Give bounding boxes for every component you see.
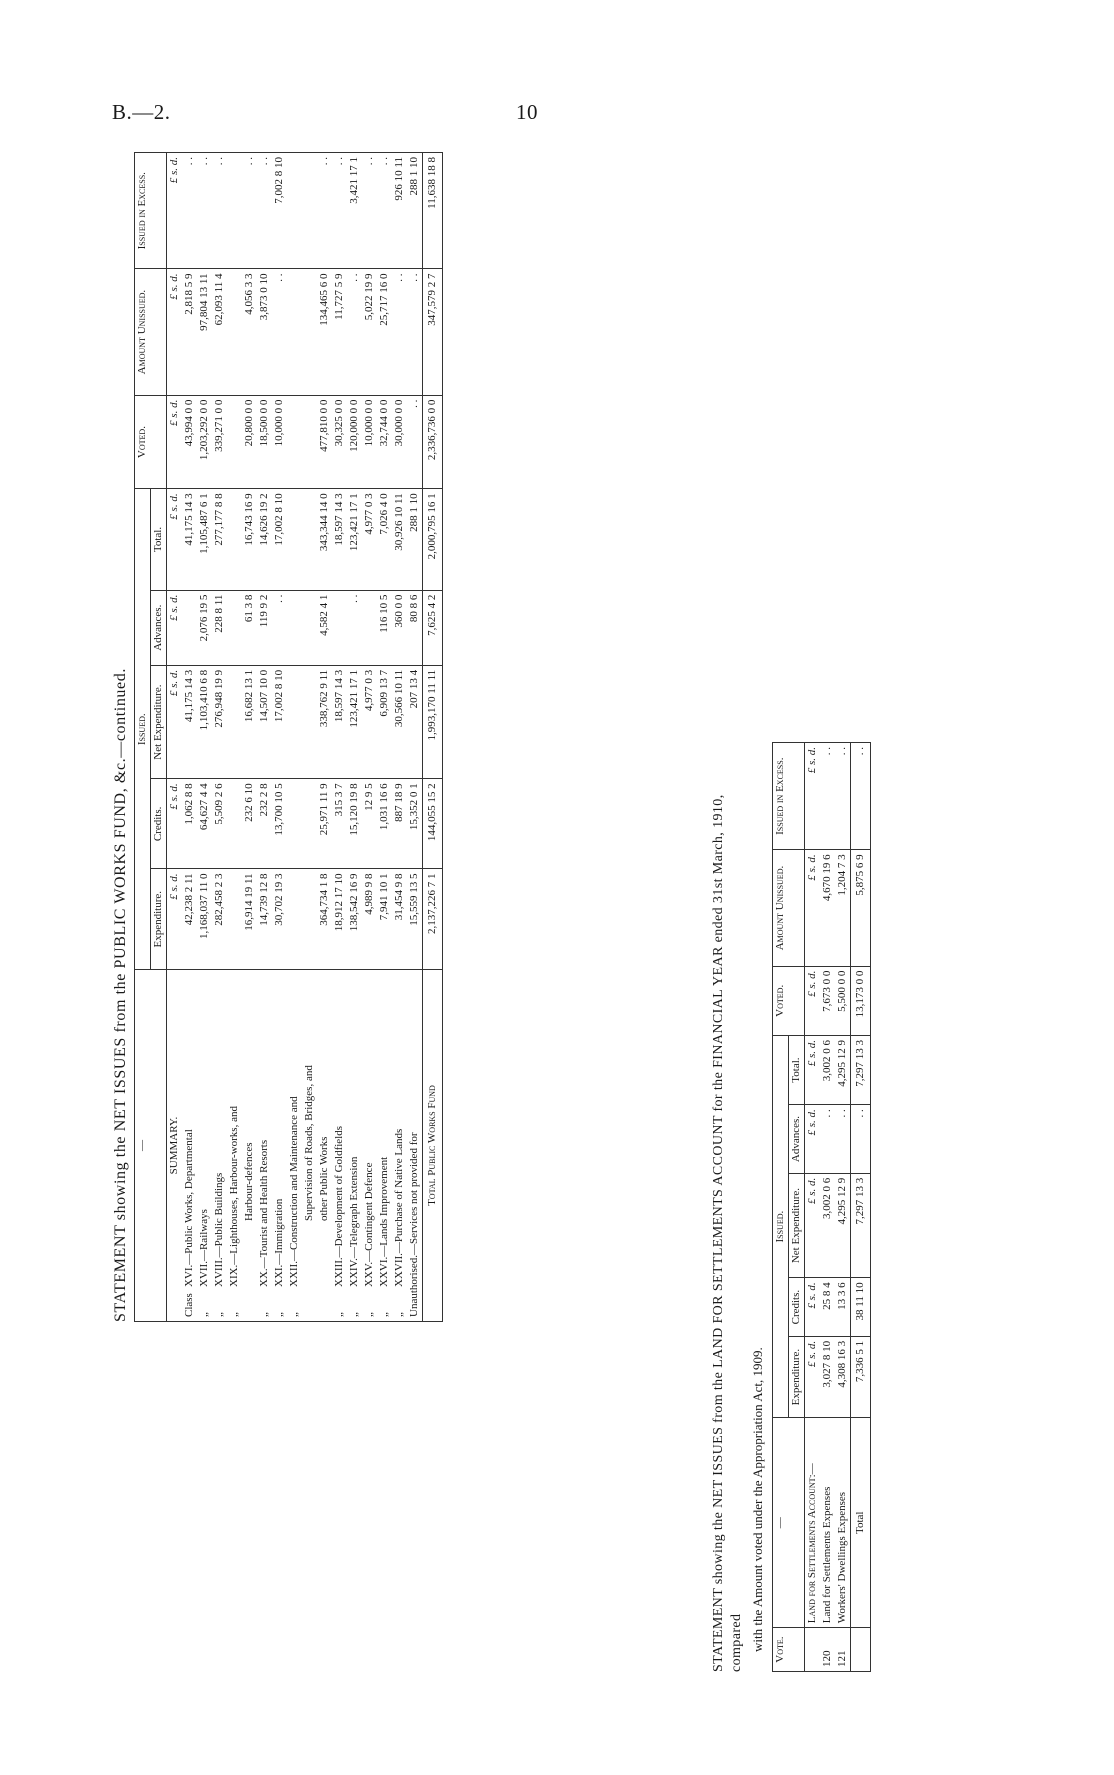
cell-excess: 926 10 11 (392, 153, 407, 269)
row-vote-number: 120 (820, 1628, 835, 1672)
cell-excess: . . (197, 153, 212, 269)
cell-total: 14,626 19 2 (257, 489, 272, 590)
cell-net-expenditure: 3,002 0 6 (820, 1173, 835, 1278)
cell-credits: 25 8 4 (820, 1278, 835, 1337)
t1-section-label: SUMMARY. (167, 970, 183, 1322)
cell-advances: 2,076 19 5 (197, 590, 212, 665)
cell-expenditure: 42,238 2 11 (182, 869, 197, 970)
cell-expenditure: 364,734 1 8 (317, 869, 332, 970)
cell-unissued (287, 269, 302, 395)
cell-advances: 61 3 8 (242, 590, 257, 665)
cell-advances: . . (347, 590, 362, 665)
row-description: Supervision of Roads, Bridges, and (303, 1065, 315, 1221)
t1-total-excess: 11,638 18 8 (423, 153, 443, 269)
cell-total: 1,105,487 6 1 (197, 489, 212, 590)
row-number: XXIII. (333, 1257, 345, 1287)
cell-total: 288 1 10 (407, 489, 423, 590)
table-row (212, 153, 227, 1322)
cell-net-expenditure: 17,002 8 10 (272, 665, 287, 779)
cell-credits: 12 9 5 (362, 779, 377, 869)
cell-voted: 5,500 0 0 (835, 966, 851, 1035)
cell-expenditure: 14,739 12 8 (257, 869, 272, 970)
row-label (212, 970, 227, 1322)
cell-unissued: 134,465 6 0 (317, 269, 332, 395)
cell-unissued: 1,204 7 3 (835, 850, 851, 966)
cell-voted: 18,500 0 0 (257, 395, 272, 489)
row-description: —Immigration (273, 1198, 285, 1265)
table-row (287, 153, 302, 1322)
cell-net-expenditure: 18,597 14 3 (332, 665, 347, 779)
t2-total-excess: . . (851, 743, 871, 850)
t1-head-expenditure: Expenditure. (151, 869, 167, 970)
cell-advances (362, 590, 377, 665)
row-number: XXV. (363, 1261, 375, 1287)
cell-excess: . . (257, 153, 272, 269)
row-description: —Purchase of Native Lands (393, 1128, 405, 1254)
row-vote-number: 121 (835, 1628, 851, 1672)
cell-advances (227, 590, 242, 665)
row-label (197, 970, 212, 1322)
t1-total-credits: 144,055 15 2 (423, 779, 443, 869)
row-class: „ (288, 1312, 300, 1317)
t1-head-net: Net Expenditure. (151, 665, 167, 779)
cell-advances: 119 9 2 (257, 590, 272, 665)
table1-title: STATEMENT showing the NET ISSUES from the PUBLIC WORKS FUND, &c.—continued. (112, 668, 129, 1322)
t2-head-advances: Advances. (789, 1105, 805, 1174)
table-row (835, 743, 851, 1672)
row-number: XIX. (228, 1264, 240, 1287)
t1-total-unissued: 347,579 2 7 (423, 269, 443, 395)
cell-voted (302, 395, 317, 489)
cell-total: 16,743 16 9 (242, 489, 257, 590)
t2-head-unissued: Amount Unissued. (773, 850, 805, 966)
cell-voted (287, 395, 302, 489)
cell-expenditure: 30,702 19 3 (272, 869, 287, 970)
row-label (227, 970, 242, 1322)
cell-expenditure: 282,458 2 3 (212, 869, 227, 970)
t2-total-unissued: 5,875 6 9 (851, 850, 871, 966)
t2-head-expenditure: Expenditure. (789, 1336, 805, 1417)
land-settlements-statement (710, 742, 950, 1672)
cell-expenditure: 15,559 13 5 (407, 869, 423, 970)
row-class: „ (258, 1312, 270, 1317)
cell-voted: 7,673 0 0 (820, 966, 835, 1035)
row-label (407, 970, 423, 1322)
t2-total-expenditure: 7,336 5 1 (851, 1336, 871, 1417)
cell-advances: 360 0 0 (392, 590, 407, 665)
cell-net-expenditure: 6,909 13 7 (377, 665, 392, 779)
row-class: „ (198, 1312, 210, 1317)
table2-subtitle: with the Amount voted under the Appropriation Act, 1909. (750, 1347, 765, 1652)
cell-total: 7,026 4 0 (377, 489, 392, 590)
cell-unissued (302, 269, 317, 395)
cell-credits (287, 779, 302, 869)
row-number: XVIII. (213, 1257, 225, 1287)
cell-excess: . . (362, 153, 377, 269)
cell-credits (302, 779, 317, 869)
row-description: —Contingent Defence (363, 1162, 375, 1262)
cell-expenditure: 4,989 9 8 (362, 869, 377, 970)
t2-total-total: 7,297 13 3 (851, 1035, 871, 1104)
row-label (287, 970, 302, 1322)
cell-excess: 3,421 17 1 (347, 153, 362, 269)
cell-expenditure: 138,542 16 9 (347, 869, 362, 970)
cell-advances: 228 8 11 (212, 590, 227, 665)
unit-label: £ s. d. (167, 395, 183, 489)
cell-excess: . . (332, 153, 347, 269)
cell-credits: 15,120 19 8 (347, 779, 362, 869)
cell-net-expenditure: 16,682 13 1 (242, 665, 257, 779)
cell-unissued: 4,670 19 6 (820, 850, 835, 966)
cell-net-expenditure: 276,948 19 9 (212, 665, 227, 779)
table-row (302, 153, 317, 1322)
cell-advances: . . (820, 1105, 835, 1174)
row-class: „ (393, 1312, 405, 1317)
cell-net-expenditure (302, 665, 317, 779)
row-label (362, 970, 377, 1322)
row-class: „ (378, 1312, 390, 1317)
table-row (197, 153, 212, 1322)
row-class: „ (363, 1312, 375, 1317)
t2-total-credits: 38 11 10 (851, 1278, 871, 1337)
t1-head-credits: Credits. (151, 779, 167, 869)
cell-total: 3,002 0 6 (820, 1035, 835, 1104)
cell-total: 4,977 0 3 (362, 489, 377, 590)
unit-label: £ s. d. (805, 1105, 821, 1174)
cell-total (227, 489, 242, 590)
cell-advances: 4,582 4 1 (317, 590, 332, 665)
row-class: „ (228, 1312, 240, 1317)
row-description: —Development of Goldfields (333, 1125, 345, 1258)
t2-units-blank (805, 1628, 821, 1672)
t2-total-row (851, 743, 871, 1672)
row-label (377, 970, 392, 1322)
t1-head-voted: Voted. (135, 395, 167, 489)
cell-unissued: . . (347, 269, 362, 395)
t2-head-blank: — (773, 1418, 805, 1628)
t2-total-advances: . . (851, 1105, 871, 1174)
row-number: XVII. (198, 1261, 210, 1287)
row-label (392, 970, 407, 1322)
row-number: XVI. (183, 1264, 195, 1287)
cell-expenditure: 1,168,037 11 0 (197, 869, 212, 970)
public-works-table (134, 152, 443, 1322)
t1-head-total: Total. (151, 489, 167, 590)
cell-advances (287, 590, 302, 665)
page-number: 10 (516, 100, 538, 124)
t2-head-net: Net Expenditure. (789, 1173, 805, 1278)
cell-unissued: 5,022 19 9 (362, 269, 377, 395)
t2-total-label: Total (851, 1418, 871, 1628)
table-row (347, 153, 362, 1322)
cell-credits: 13,700 10 5 (272, 779, 287, 869)
t1-head-blank: — (135, 970, 167, 1322)
t2-total-voted: 13,173 0 0 (851, 966, 871, 1035)
cell-excess: 288 1 10 (407, 153, 423, 269)
cell-excess: . . (820, 743, 835, 850)
t1-total-expenditure: 2,137,226 7 1 (423, 869, 443, 970)
row-description: Land for Settlements Expenses (820, 1418, 835, 1628)
cell-advances: . . (272, 590, 287, 665)
row-label (257, 970, 272, 1322)
unit-label: £ s. d. (805, 1035, 821, 1104)
unit-label: £ s. d. (167, 269, 183, 395)
cell-excess (227, 153, 242, 269)
cell-net-expenditure: 207 13 4 (407, 665, 423, 779)
cell-excess: 7,002 8 10 (272, 153, 287, 269)
unit-label: £ s. d. (805, 1173, 821, 1278)
cell-credits: 1,062 8 8 (182, 779, 197, 869)
unit-label: £ s. d. (805, 1278, 821, 1337)
cell-excess (302, 153, 317, 269)
cell-credits: 315 3 7 (332, 779, 347, 869)
t1-head-excess: Issued in Excess. (135, 153, 167, 269)
cell-net-expenditure: 123,421 17 1 (347, 665, 362, 779)
cell-expenditure: 16,914 19 11 (242, 869, 257, 970)
cell-expenditure (287, 869, 302, 970)
table2-title: STATEMENT showing the NET ISSUES from the LAND FOR SETTLEMENTS ACCOUNT for the FINANCIAL YEAR ended 31st March, 1910, compared (711, 794, 744, 1672)
cell-net-expenditure: 338,762 9 11 (317, 665, 332, 779)
row-description: Workers' Dwellings Expenses (835, 1418, 851, 1628)
cell-advances (182, 590, 197, 665)
unit-label: £ s. d. (167, 779, 183, 869)
unit-label: £ s. d. (805, 966, 821, 1035)
row-class: „ (273, 1312, 285, 1317)
cell-credits: 25,971 11 9 (317, 779, 332, 869)
table-row (332, 153, 347, 1322)
row-number: XXIV. (348, 1258, 360, 1287)
cell-total: 343,344 14 0 (317, 489, 332, 590)
table-row (257, 153, 272, 1322)
cell-net-expenditure (227, 665, 242, 779)
cell-total: 41,175 14 3 (182, 489, 197, 590)
cell-total: 30,926 10 11 (392, 489, 407, 590)
unit-label: £ s. d. (805, 850, 821, 966)
t1-total-total: 2,000,795 16 1 (423, 489, 443, 590)
cell-credits (227, 779, 242, 869)
cell-voted: 10,000 0 0 (272, 395, 287, 489)
cell-excess: . . (212, 153, 227, 269)
table-row (227, 153, 242, 1322)
t1-total-row (423, 153, 443, 1322)
unit-label: £ s. d. (167, 153, 183, 269)
cell-voted: 43,994 0 0 (182, 395, 197, 489)
cell-voted: 120,000 0 0 (347, 395, 362, 489)
cell-unissued: 62,093 11 4 (212, 269, 227, 395)
cell-voted: 1,203,292 0 0 (197, 395, 212, 489)
cell-total: 17,002 8 10 (272, 489, 287, 590)
page-code: B.—2. (112, 100, 171, 124)
t2-units-row (805, 743, 821, 1672)
cell-credits: 15,352 0 1 (407, 779, 423, 869)
t1-head-advances: Advances. (151, 590, 167, 665)
cell-advances: . . (835, 1105, 851, 1174)
row-description: —Lighthouses, Harbour-works, and (228, 1106, 240, 1265)
row-description: —Lands Improvement (378, 1156, 390, 1257)
cell-excess: . . (182, 153, 197, 269)
unit-label: £ s. d. (805, 1336, 821, 1417)
row-class: Class (183, 1293, 195, 1317)
cell-voted: 477,810 0 0 (317, 395, 332, 489)
cell-voted: 20,800 0 0 (242, 395, 257, 489)
row-label (182, 970, 197, 1322)
cell-expenditure: 18,912 17 10 (332, 869, 347, 970)
table-row (272, 153, 287, 1322)
row-label (347, 970, 362, 1322)
cell-credits: 13 3 6 (835, 1278, 851, 1337)
land-settlements-table (772, 742, 871, 1672)
row-number: XXI. (273, 1264, 285, 1287)
cell-expenditure (227, 869, 242, 970)
t1-units-row (167, 153, 183, 1322)
cell-total: 123,421 17 1 (347, 489, 362, 590)
cell-net-expenditure: 4,977 0 3 (362, 665, 377, 779)
cell-net-expenditure: 4,295 12 9 (835, 1173, 851, 1278)
row-description: —Tourist and Health Resorts (258, 1139, 270, 1269)
table-row (182, 153, 197, 1322)
row-label (332, 970, 347, 1322)
unit-label: £ s. d. (167, 869, 183, 970)
t2-head-total: Total. (789, 1035, 805, 1104)
cell-voted: 30,325 0 0 (332, 395, 347, 489)
table-row (820, 743, 835, 1672)
cell-expenditure: 31,454 9 8 (392, 869, 407, 970)
cell-expenditure: 7,941 10 1 (377, 869, 392, 970)
cell-credits: 64,627 4 4 (197, 779, 212, 869)
table-row (377, 153, 392, 1322)
cell-unissued: 25,717 16 0 (377, 269, 392, 395)
t1-total-label: Total Public Works Fund (423, 970, 443, 1322)
row-class: „ (333, 1312, 345, 1317)
row-description: —Public Works, Departmental (183, 1129, 195, 1265)
t1-head-unissued: Amount Unissued. (135, 269, 167, 395)
cell-advances (332, 590, 347, 665)
row-description: other Public Works (318, 1136, 330, 1221)
row-label (242, 970, 257, 1322)
cell-net-expenditure: 1,103,410 6 8 (197, 665, 212, 779)
row-number: XX. (258, 1268, 270, 1287)
t2-total-net: 7,297 13 3 (851, 1173, 871, 1278)
public-works-statement (112, 152, 562, 1322)
table-row (242, 153, 257, 1322)
row-number: XXVII. (393, 1253, 405, 1287)
row-description: —Railways (198, 1209, 210, 1262)
t2-section-label: Land for Settlements Account:— (805, 1418, 821, 1628)
unit-label: £ s. d. (167, 489, 183, 590)
cell-unissued: 2,818 5 9 (182, 269, 197, 395)
t2-head-excess: Issued in Excess. (773, 743, 805, 850)
cell-credits: 1,031 16 6 (377, 779, 392, 869)
cell-excess: . . (317, 153, 332, 269)
row-label (317, 970, 332, 1322)
row-label (272, 970, 287, 1322)
cell-unissued: 11,727 5 9 (332, 269, 347, 395)
cell-unissued: . . (272, 269, 287, 395)
cell-unissued: . . (407, 269, 423, 395)
cell-credits: 887 18 9 (392, 779, 407, 869)
t1-total-net: 1,993,170 11 11 (423, 665, 443, 779)
unit-label: £ s. d. (167, 590, 183, 665)
cell-advances: 80 8 6 (407, 590, 423, 665)
cell-expenditure: 3,027 8 10 (820, 1336, 835, 1417)
cell-total: 277,177 8 8 (212, 489, 227, 590)
cell-net-expenditure (287, 665, 302, 779)
t2-head-vote: Vote. (773, 1628, 805, 1672)
row-description: —Construction and Maintenance and (288, 1096, 300, 1262)
unit-label: £ s. d. (167, 665, 183, 779)
cell-unissued: . . (392, 269, 407, 395)
cell-unissued: 3,873 0 10 (257, 269, 272, 395)
cell-net-expenditure: 14,507 10 0 (257, 665, 272, 779)
cell-net-expenditure: 41,175 14 3 (182, 665, 197, 779)
t2-head-voted: Voted. (773, 966, 805, 1035)
cell-voted: 10,000 0 0 (362, 395, 377, 489)
row-description: —Services not provided for (408, 1132, 420, 1255)
cell-total (287, 489, 302, 590)
cell-excess (287, 153, 302, 269)
cell-voted: 32,744 0 0 (377, 395, 392, 489)
table-row (362, 153, 377, 1322)
t2-total-vote (851, 1628, 871, 1672)
cell-expenditure: 4,308 16 3 (835, 1336, 851, 1417)
t2-head-credits: Credits. (789, 1278, 805, 1337)
cell-total (302, 489, 317, 590)
cell-voted: 339,271 0 0 (212, 395, 227, 489)
cell-unissued: 97,804 13 11 (197, 269, 212, 395)
row-number: XXVI. (378, 1256, 390, 1287)
cell-advances (302, 590, 317, 665)
row-description: —Public Buildings (213, 1172, 225, 1258)
cell-voted (227, 395, 242, 489)
table-row (407, 153, 423, 1322)
row-class: „ (348, 1312, 360, 1317)
cell-advances: 116 10 5 (377, 590, 392, 665)
t1-total-advances: 7,625 4 2 (423, 590, 443, 665)
t2-head-issued: Issued. (773, 1035, 789, 1417)
cell-net-expenditure: 30,566 10 11 (392, 665, 407, 779)
unit-label: £ s. d. (805, 743, 821, 850)
cell-expenditure (302, 869, 317, 970)
t1-total-voted: 2,336,736 0 0 (423, 395, 443, 489)
cell-unissued: 4,056 3 3 (242, 269, 257, 395)
row-description: Harbour-defences (243, 1142, 255, 1221)
cell-excess: . . (242, 153, 257, 269)
row-description: —Telegraph Extension (348, 1156, 360, 1259)
cell-credits: 232 2 8 (257, 779, 272, 869)
cell-excess: . . (835, 743, 851, 850)
t1-head-issued: Issued. (135, 489, 151, 970)
row-class: Unauthorised. (408, 1254, 420, 1317)
cell-excess: . . (377, 153, 392, 269)
cell-credits: 232 6 10 (242, 779, 257, 869)
table-row (392, 153, 407, 1322)
cell-voted: 30,000 0 0 (392, 395, 407, 489)
row-class: „ (213, 1312, 225, 1317)
cell-total: 18,597 14 3 (332, 489, 347, 590)
cell-voted: . . (407, 395, 423, 489)
cell-unissued (227, 269, 242, 395)
table-row (317, 153, 332, 1322)
row-label (302, 970, 317, 1322)
row-number: XXII. (288, 1261, 300, 1287)
cell-total: 4,295 12 9 (835, 1035, 851, 1104)
cell-credits: 5,509 2 6 (212, 779, 227, 869)
